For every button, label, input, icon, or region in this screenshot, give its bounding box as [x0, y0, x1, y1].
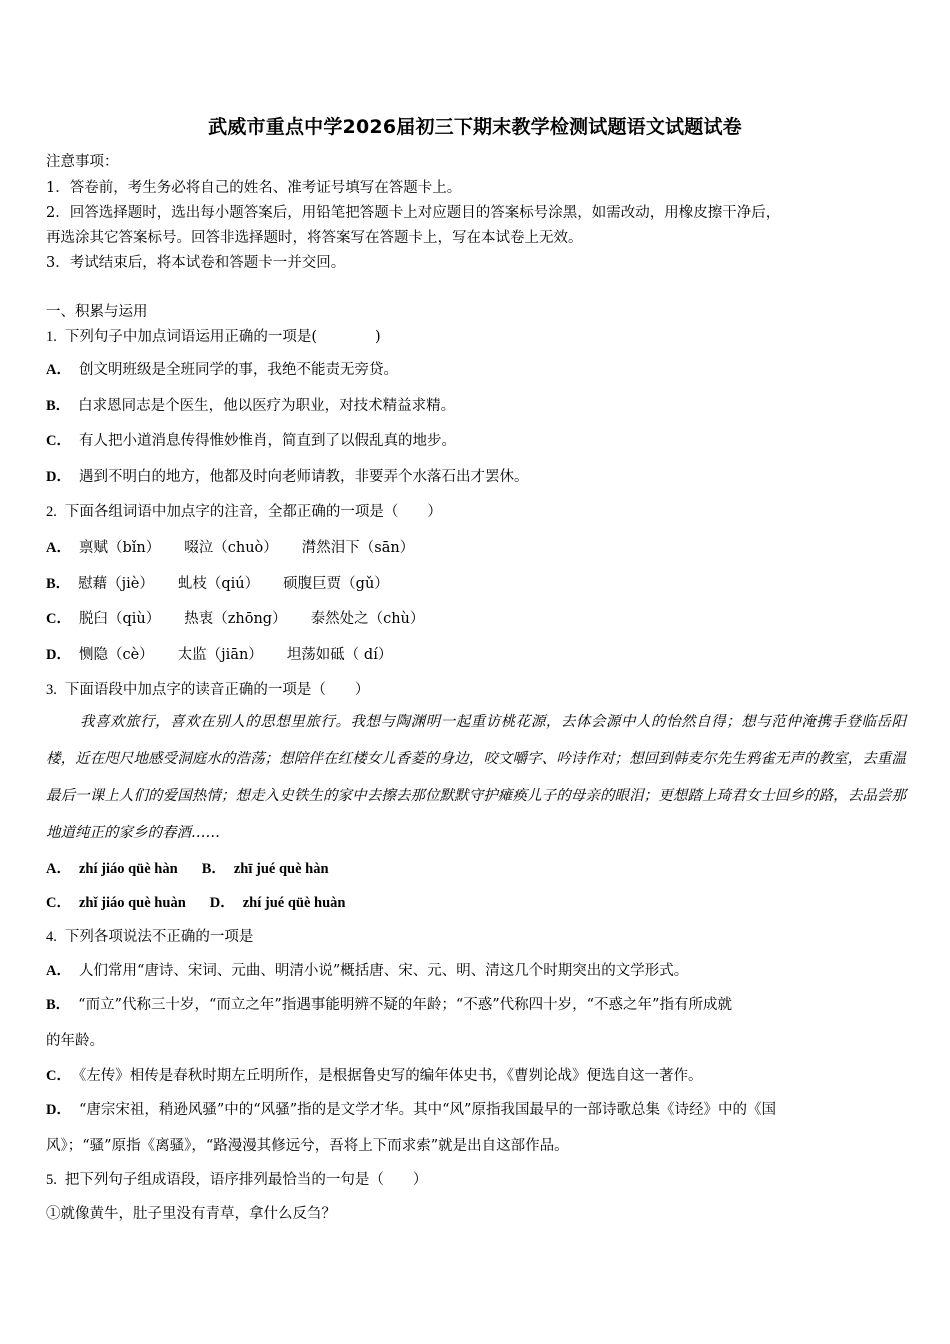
option-text: “而立”代称三十岁，“而立之年”指遇事能明辨不疑的年龄；“不惑”代称四十岁，“不惑之年”指有所成就	[78, 997, 732, 1013]
option-text: 人们常用“唐诗、宋词、元曲、明清小说”概括唐、宋、元、明、清这几个时期突出的文学形式。	[78, 963, 689, 979]
option-item: 脱臼（qiù）	[78, 611, 161, 627]
option-item: 恻隐（cè）	[78, 647, 154, 663]
question-number: 5.	[46, 1172, 57, 1188]
question-3-stem	[46, 680, 369, 700]
option-text: “唐宗宋祖，稍逊风骚”中的“风骚”指的是文学才华。其中“风”原指我国最早的一部诗歌总集《诗经》中的《国	[78, 1102, 776, 1118]
question-number: 1.	[46, 329, 57, 345]
option-item: 啜泣（chuò）	[184, 540, 278, 556]
section-heading: 一、积累与运用	[46, 304, 148, 320]
option-label: C．	[46, 433, 71, 449]
question-1-option-d	[46, 467, 528, 487]
question-4-option-c	[46, 1066, 702, 1086]
page-title: 武威市重点中学2026届初三下期末教学检测试题语文试题试卷	[208, 116, 742, 138]
notice-heading: 注意事项：	[46, 154, 119, 170]
question-5-sentence: ①就像黄牛，肚子里没有青草，拿什么反刍？	[46, 1206, 336, 1222]
option-label: C．	[46, 895, 71, 911]
option-label: D．	[46, 1102, 71, 1118]
option-label: A．	[46, 362, 71, 378]
option-label: B．	[46, 398, 71, 414]
notice-item: 3．考试结束后，将本试卷和答题卡一并交回。	[46, 255, 346, 271]
question-text: 下列句子中加点词语运用正确的一项是( )	[64, 329, 381, 345]
question-2-option-d	[46, 645, 392, 665]
question-1-option-b	[46, 396, 455, 416]
question-4-option-a	[46, 961, 688, 981]
option-item: 禀赋（bǐn）	[78, 540, 161, 556]
option-label: B．	[46, 997, 71, 1013]
option-text: 创文明班级是全班同学的事，我绝不能责无旁贷。	[78, 362, 398, 378]
option-item: 虬枝（qiú）	[177, 576, 260, 592]
option-label: A．	[46, 963, 71, 979]
option-text: 遇到不明白的地方，他都及时向老师请教，非要弄个水落石出才罢休。	[78, 469, 529, 485]
option-label: D．	[46, 647, 71, 663]
question-4-option-b-cont: 的年龄。	[46, 1033, 104, 1049]
notice-item: 再选涂其它答案标号。回答非选择题时，将答案写在答题卡上，写在本试卷上无效。	[46, 230, 583, 246]
option-label: A．	[46, 540, 71, 556]
question-text: 下面各组词语中加点字的注音，全都正确的一项是（ ）	[64, 504, 442, 520]
option-item: 硕腹巨贾（gǔ）	[283, 576, 389, 592]
option-label: D．	[209, 895, 235, 911]
question-text: 下面语段中加点字的读音正确的一项是（ ）	[64, 682, 370, 698]
question-1-stem	[46, 327, 381, 347]
question-1-option-c	[46, 431, 456, 451]
question-3-passage: 我喜欢旅行，喜欢在别人的思想里旅行。我想与陶渊明一起重访桃花源，去体会源中人的怡然自得；想与范仲淹携手登临岳阳楼，近在咫尺地感受洞庭水的浩荡；想陪伴在红楼女儿香菱的身边，咬文嚼字、吟诗作对；想回到韩麦尔先生鸦雀无声的教室，去重温最后一课上人们的爱国热情；想走入史铁生的家中去擦去那位默默守护瘫痪儿子的母亲的眼泪；更想踏上琦君女士回乡的路，去品尝那地道纯正的家乡的春酒……	[46, 714, 906, 841]
question-5-stem	[46, 1170, 427, 1190]
question-2-option-a	[46, 538, 414, 558]
option-item: 泰然处之（chù）	[310, 611, 425, 627]
question-3-options-ab	[46, 859, 329, 879]
option-label: D．	[46, 469, 71, 485]
question-2-option-c	[46, 609, 424, 629]
question-4-option-d-cont: 风》；“骚”原指《离骚》，“路漫漫其修远兮，吾将上下而求索”就是出自这部作品。	[46, 1138, 569, 1154]
option-text: zhǐ jiáo què huàn	[78, 895, 186, 911]
question-number: 2.	[46, 504, 57, 520]
question-number: 4.	[46, 929, 57, 945]
question-3-options-cd	[46, 893, 346, 913]
option-item: 热衷（zhōng）	[184, 611, 287, 627]
question-1-option-a	[46, 360, 398, 380]
option-text: 《左传》相传是春秋时期左丘明所作，是根据鲁史写的编年体史书，《曹刿论战》便选自这一著作。	[78, 1068, 703, 1084]
option-text: zhí jué qüè huàn	[242, 895, 346, 911]
option-text: 有人把小道消息传得惟妙惟肖，简直到了以假乱真的地步。	[78, 433, 456, 449]
notice-item: 1．答卷前，考生务必将自己的姓名、准考证号填写在答题卡上。	[46, 180, 462, 196]
option-label: B．	[201, 861, 226, 877]
option-item: 潸然泪下（sān）	[301, 540, 415, 556]
option-text: zhī jué què hàn	[233, 861, 329, 877]
option-item: 坦荡如砥（ dí）	[286, 647, 393, 663]
notice-item: 2．回答选择题时，选出每小题答案后，用铅笔把答题卡上对应题目的答案标号涂黑，如需改动，用橡皮擦干净后，	[46, 205, 781, 221]
question-text: 下列各项说法不正确的一项是	[64, 929, 254, 945]
option-text: zhí jiáo qüè hàn	[78, 861, 178, 877]
option-text: 白求恩同志是个医生，他以医疗为职业，对技术精益求精。	[78, 398, 456, 414]
question-text: 把下列句子组成语段，语序排列最恰当的一句是（ ）	[64, 1172, 428, 1188]
question-4-stem	[46, 927, 253, 947]
question-4-option-b	[46, 995, 732, 1015]
option-label: A．	[46, 861, 71, 877]
question-2-stem	[46, 502, 442, 522]
option-item: 太监（jiān）	[177, 647, 263, 663]
question-4-option-d	[46, 1100, 776, 1120]
option-label: B．	[46, 576, 71, 592]
question-number: 3.	[46, 682, 57, 698]
option-label: C．	[46, 1068, 71, 1084]
option-item: 慰藉（jiè）	[78, 576, 154, 592]
question-2-option-b	[46, 574, 389, 594]
option-label: C．	[46, 611, 71, 627]
